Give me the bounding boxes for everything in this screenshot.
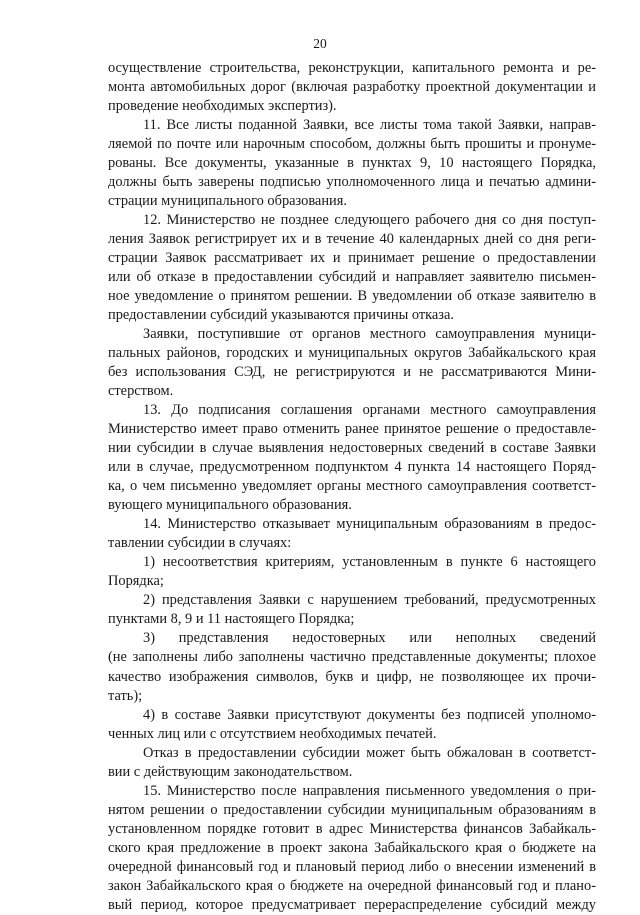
paragraph xyxy=(108,211,596,325)
text-line: страции Заявок рассматривает их и принимает решение о предоставлении xyxy=(108,250,596,267)
paragraph xyxy=(108,744,596,782)
paragraph xyxy=(108,553,596,591)
paragraph xyxy=(108,591,596,629)
paragraph xyxy=(108,782,596,915)
text-line: 13. До подписания соглашения органами местного самоуправления xyxy=(143,402,596,419)
text-line: Порядка; xyxy=(108,573,164,590)
text-line: установленном порядке готовит в адрес Министерства финансов Забайкаль- xyxy=(108,820,596,837)
text-line: проведение необходимых экспертиз). xyxy=(108,98,337,115)
text-line: ченных лиц или с отсутствием необходимых печатей. xyxy=(108,725,437,742)
text-line: ления Заявок регистрирует их и в течение 40 календарных дней со дня реги- xyxy=(108,231,596,248)
text-line: очередной финансовый год и плановый период либо о внесении изменений в xyxy=(108,858,596,875)
page-number: 20 xyxy=(313,36,327,51)
text-line: ное уведомление о принятом решении. В уведомлении об отказе заявителю в xyxy=(108,288,596,305)
paragraph xyxy=(108,706,596,744)
text-line: или в случае, предусмотренном подпунктом 4 пункта 14 настоящего Поряд- xyxy=(108,459,596,476)
paragraph xyxy=(108,515,596,553)
text-line: закон Забайкальского края о бюджете на очередной финансовый год и плано- xyxy=(108,877,596,894)
document-body xyxy=(108,59,596,915)
text-line: Заявки, поступившие от органов местного самоуправления муници- xyxy=(143,326,596,343)
text-line: ка, о чем письменно уведомляет органы местного самоуправления соответст- xyxy=(108,478,596,495)
text-line: ляемой по почте или нарочным способом, должны быть прошиты и пронуме- xyxy=(108,136,596,153)
text-line: стерством. xyxy=(108,383,174,400)
text-line: без использования СЭД, не регистрируются и не рассматриваются Мини- xyxy=(108,364,596,381)
text-line: вии с действующим законодательством. xyxy=(108,763,353,780)
text-line: или об отказе в предоставлении субсидий и направляет заявителю письмен- xyxy=(108,269,596,286)
text-line: пунктами 8, 9 и 11 настоящего Порядка; xyxy=(108,611,355,628)
text-line: 4) в составе Заявки присутствуют документы без подписей уполномо- xyxy=(143,706,596,723)
paragraph xyxy=(108,629,596,705)
text-line: тавлении субсидии в случаях: xyxy=(108,535,292,552)
text-line: нии субсидии в случае выявления недостоверных сведений в составе Заявки xyxy=(108,440,596,457)
paragraph xyxy=(108,325,596,401)
text-line: 2) представления Заявки с нарушением требований, предусмотренных xyxy=(143,592,596,609)
text-line: Отказ в предоставлении субсидии может быть обжалован в соответст- xyxy=(143,744,596,761)
text-line: 14. Министерство отказывает муниципальным образованиям в предос- xyxy=(143,516,596,533)
text-line: должны быть заверены подписью уполномоченного лица и печатью админи- xyxy=(108,174,596,191)
text-line: тать); xyxy=(108,687,143,704)
text-line: 11. Все листы поданной Заявки, все листы тома такой Заявки, направ- xyxy=(143,117,596,134)
text-line: рованы. Все документы, указанные в пунктах 9, 10 настоящего Порядка, xyxy=(108,155,596,172)
paragraph xyxy=(108,59,596,116)
text-line: 12. Министерство не позднее следующего рабочего дня со дня поступ- xyxy=(143,212,596,229)
text-line: 1) несоответствия критериям, установленным в пункте 6 настоящего xyxy=(143,554,596,571)
text-line: страции муниципального образования. xyxy=(108,193,347,210)
text-line: предоставлении субсидий указываются причины отказа. xyxy=(108,307,454,324)
text-line: осуществление строительства, реконструкции, капитального ремонта и ре- xyxy=(108,60,596,76)
paragraph xyxy=(108,401,596,515)
text-line: ского края предложение в проект закона Забайкальского края о бюджете на xyxy=(108,839,596,856)
text-line: 15. Министерство после направления письменного уведомления о при- xyxy=(143,782,596,799)
text-line: монта автомобильных дорог (включая разработку проектной документации и xyxy=(108,79,596,96)
text-line: Министерство имеет право отменить ранее принятое решение о предоставле- xyxy=(108,421,596,438)
text-line: вый период, которое предусматривает перераспределение субсидий между xyxy=(108,896,596,913)
paragraph xyxy=(108,116,596,211)
text-line: пальных районов, городских и муниципальных округов Забайкальского края xyxy=(108,345,596,362)
text-line: 3) представления недостоверных или неполных сведений xyxy=(143,630,596,647)
text-line: нятом решении о предоставлении субсидии муниципальным образованиям в xyxy=(108,801,596,818)
text-line: качество изображения символов, букв и цифр, не позволяющее их прочи- xyxy=(108,668,596,685)
text-line: вующего муниципального образования. xyxy=(108,497,352,514)
text-line: (не заполнены либо заполнены частично представленные документы; плохое xyxy=(108,649,596,666)
